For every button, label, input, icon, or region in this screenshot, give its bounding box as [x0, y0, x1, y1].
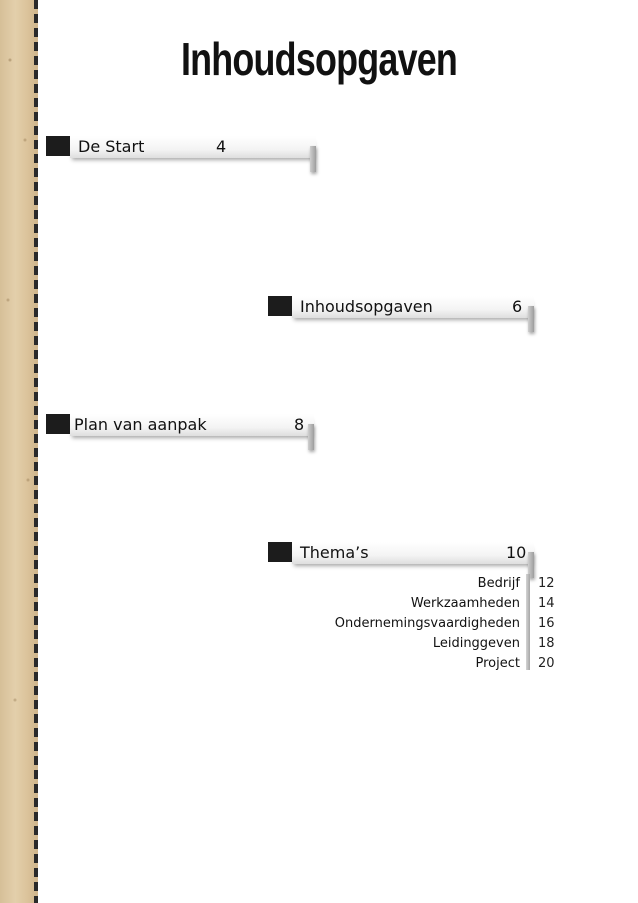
page-title: Inhoudsopgaven — [180, 33, 458, 85]
subentry-page-number: 18 — [538, 636, 555, 651]
entry-page-number: 10 — [506, 543, 527, 562]
subentry-label: Project — [475, 656, 520, 671]
perforation-edge — [34, 0, 38, 903]
subentry-row[interactable] — [300, 654, 560, 674]
subentry-label: Ondernemingsvaardigheden — [334, 616, 520, 631]
toc-entry-de-start[interactable] — [46, 136, 316, 176]
bullet-square-icon — [268, 296, 292, 316]
subentry-page-number: 20 — [538, 656, 555, 671]
subentry-row[interactable] — [300, 594, 560, 614]
subentry-page-number: 16 — [538, 616, 555, 631]
subentry-label: Leidinggeven — [432, 636, 520, 651]
bullet-square-icon — [46, 414, 70, 434]
paper-texture-strip — [0, 0, 38, 903]
toc-entry-plan-van-aanpak[interactable] — [46, 414, 314, 454]
entry-bar-tail — [308, 424, 314, 450]
bullet-square-icon — [268, 542, 292, 562]
entry-label: De Start — [78, 137, 145, 156]
entry-page-number: 8 — [294, 415, 305, 434]
subentry-page-number: 14 — [538, 596, 555, 611]
subentry-list — [300, 574, 560, 674]
toc-entry-inhoudsopgaven[interactable] — [268, 296, 534, 336]
bullet-square-icon — [46, 136, 70, 156]
entry-bar-tail — [528, 306, 534, 332]
entry-label: Inhoudsopgaven — [300, 297, 433, 316]
subentry-page-number: 12 — [538, 576, 555, 591]
entry-bar-tail — [310, 146, 316, 172]
subentry-row[interactable] — [300, 614, 560, 634]
entry-label: Plan van aanpak — [74, 415, 207, 434]
subentry-row[interactable] — [300, 574, 560, 594]
entry-label: Thema’s — [300, 543, 369, 562]
subentry-label: Bedrijf — [477, 576, 520, 591]
subentry-label: Werkzaamheden — [410, 596, 520, 611]
entry-page-number: 6 — [512, 297, 523, 316]
entry-page-number: 4 — [216, 137, 227, 156]
subentry-row[interactable] — [300, 634, 560, 654]
